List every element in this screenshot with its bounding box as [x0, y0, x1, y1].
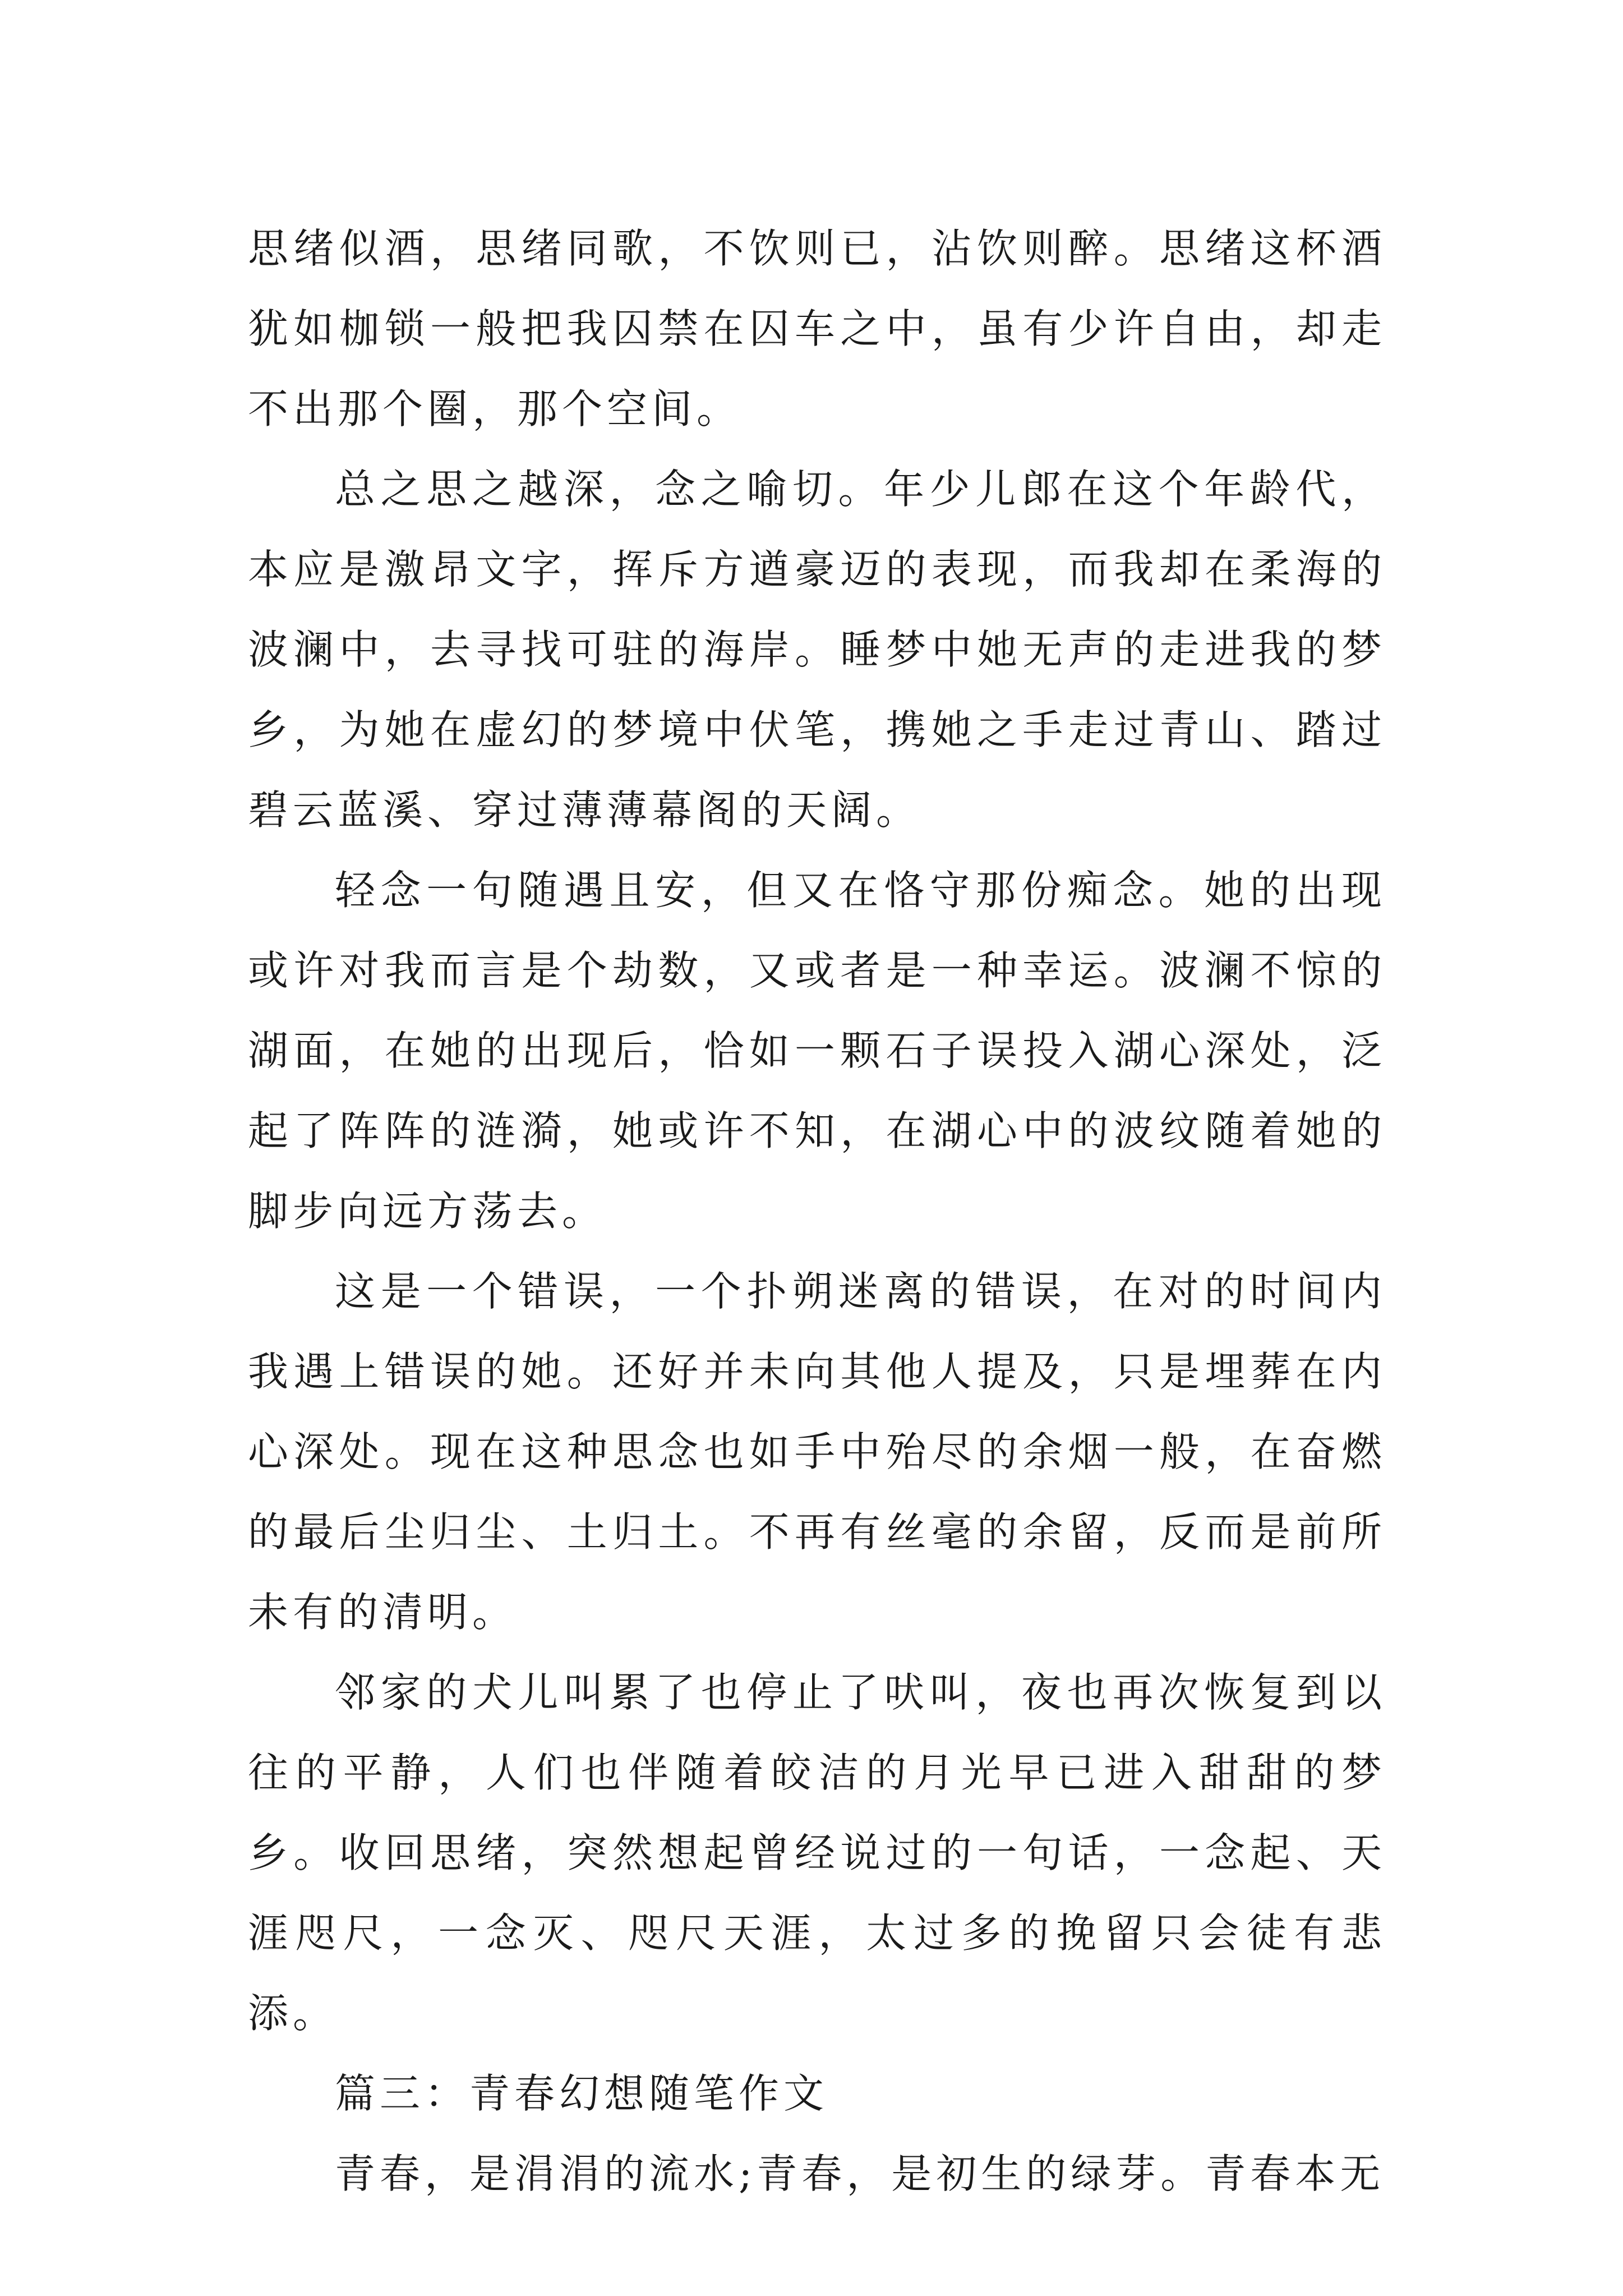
document-body: [248, 209, 1386, 2214]
paragraph-3: 轻念一句随遇且安，但又在恪守那份痴念。她的出现或许对我而言是个劫数，又或者是一种幸运。波澜不惊的湖面，在她的出现后，恰如一颗石子误投入湖心深处，泛起了阵阵的涟漪，她或许不知，在湖心中的波纹随着她的脚步向远方荡去。: [248, 867, 1386, 1235]
section-heading: 篇三：青春幻想随笔作文: [335, 2070, 829, 2117]
paragraph-4: 这是一个错误，一个扑朔迷离的错误，在对的时间内我遇上错误的她。还好并未向其他人提及，只是埋葬在内心深处。现在这种思念也如手中殆尽的余烟一般，在奋燃的最后尘归尘、土归土。不再有丝毫的余留，反而是前所未有的清明。: [248, 1268, 1386, 1636]
paragraph-5: 邻家的犬儿叫累了也停止了吠叫，夜也再次恢复到以往的平静，人们也伴随着皎洁的月光早已进入甜甜的梦乡。收回思绪，突然想起曾经说过的一句话，一念起、天涯咫尺，一念灭、咫尺天涯，太过多的挽留只会徒有悲添。: [248, 1669, 1386, 2037]
paragraph-2: 总之思之越深，念之喻切。年少儿郎在这个年龄代，本应是激昂文字，挥斥方遒豪迈的表现，而我却在柔海的波澜中，去寻找可驻的海岸。睡梦中她无声的走进我的梦乡，为她在虚幻的梦境中伏笔，携她之手走过青山、踏过碧云蓝溪、穿过薄薄幕阁的天阔。: [248, 466, 1386, 834]
paragraph-6: 青春，是涓涓的流水;青春，是初生的绿芽。青春本无: [335, 2150, 1385, 2197]
paragraph-1: 思绪似酒，思绪同歌，不饮则已，沾饮则醉。思绪这杯酒犹如枷锁一般把我囚禁在囚车之中，虽有少许自由，却走不出那个圈，那个空间。: [248, 225, 1386, 432]
